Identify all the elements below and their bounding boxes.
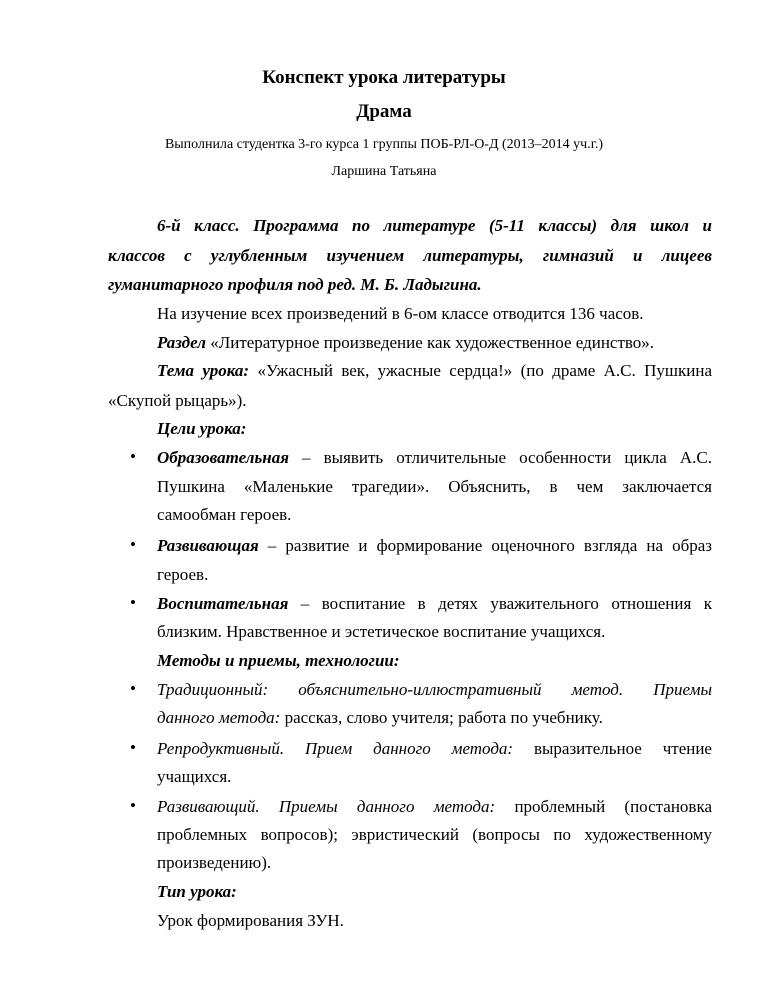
bullet-icon: • <box>130 447 136 466</box>
document-title: Конспект урока литературы <box>262 67 506 88</box>
goal-item-1-line-1 <box>157 448 712 468</box>
method-item-3-line-1 <box>157 797 712 817</box>
goal-2-label: Развивающая <box>157 536 259 555</box>
program-line-3: гуманитарного профиля под ред. М. Б. Ладыгина. <box>108 275 482 294</box>
method-3-text: проблемный (постановка <box>495 797 712 816</box>
topic-text: «Ужасный век, ужасные сердца!» (по драме А.С. Пушкина <box>249 361 712 380</box>
goal-2-text: – развитие и формирование оценочного взгляда на образ <box>258 536 712 555</box>
goal-item-2-line-1 <box>157 536 712 556</box>
method-item-3-line-2: проблемных вопросов); эвристический (вопросы по художественному <box>157 825 712 844</box>
goal-1-label: Образовательная <box>157 448 289 467</box>
method-3-label: Развивающий. Приемы данного метода: <box>157 797 496 816</box>
goal-1-text: – выявить отличительные особенности цикла А.С. <box>288 448 712 467</box>
goal-3-label: Воспитательная <box>157 594 289 613</box>
goal-item-1-line-3: самообман героев. <box>157 505 292 524</box>
author-line: Выполнила студентка 3-го курса 1 группы ПОБ-РЛ-О-Д (2013–2014 уч.г.) <box>164 137 604 152</box>
methods-heading: Методы и приемы, технологии: <box>157 651 400 670</box>
author-name: Ларшина Татьяна <box>331 164 437 179</box>
bullet-icon: • <box>130 738 136 757</box>
method-item-2-line-2: учащихся. <box>157 767 232 786</box>
method-1-label: данного метода: <box>157 708 281 727</box>
method-1-text: рассказ, слово учителя; работа по учебнику. <box>280 708 603 727</box>
topic-continuation: «Скупой рыцарь»). <box>108 391 247 410</box>
method-item-3-line-3: произведению). <box>157 853 272 872</box>
method-item-1-line-2 <box>157 708 712 728</box>
bullet-icon: • <box>130 535 136 554</box>
section-label: Раздел <box>157 333 206 352</box>
goal-item-3-line-2: близким. Нравственное и эстетическое воспитание учащихся. <box>157 622 606 641</box>
lesson-type-heading: Тип урока: <box>157 882 237 901</box>
bullet-icon: • <box>130 679 136 698</box>
method-2-text: выразительное чтение <box>513 739 712 758</box>
program-line-2: классов с углубленным изучением литературы, гимназий и лицеев <box>108 246 712 265</box>
section-text: «Литературное произведение как художественное единство». <box>205 333 655 352</box>
method-item-2-line-1 <box>157 739 712 759</box>
bullet-icon: • <box>130 593 136 612</box>
document-subtitle: Драма <box>356 101 412 122</box>
topic-label: Тема урока: <box>157 361 250 380</box>
method-item-1-line-1: Традиционный: объяснительно-иллюстративный метод. Приемы <box>157 680 712 699</box>
topic-line <box>157 361 712 381</box>
goal-item-1-line-2: Пушкина «Маленькие трагедии». Объяснить, в чем заключается <box>157 477 712 496</box>
goal-item-3-line-1 <box>157 594 712 614</box>
section-line <box>157 333 654 353</box>
goal-3-text: – воспитание в детях уважительного отношения к <box>288 594 712 613</box>
program-line-1: 6-й класс. Программа по литературе (5-11 классы) для школ и <box>157 216 712 235</box>
hours-text: На изучение всех произведений в 6-ом классе отводится 136 часов. <box>157 304 644 323</box>
goals-heading: Цели урока: <box>157 419 247 438</box>
lesson-type-text: Урок формирования ЗУН. <box>157 911 344 930</box>
goal-item-2-line-2: героев. <box>157 565 209 584</box>
method-2-label: Репродуктивный. Прием данного метода: <box>157 739 514 758</box>
bullet-icon: • <box>130 796 136 815</box>
